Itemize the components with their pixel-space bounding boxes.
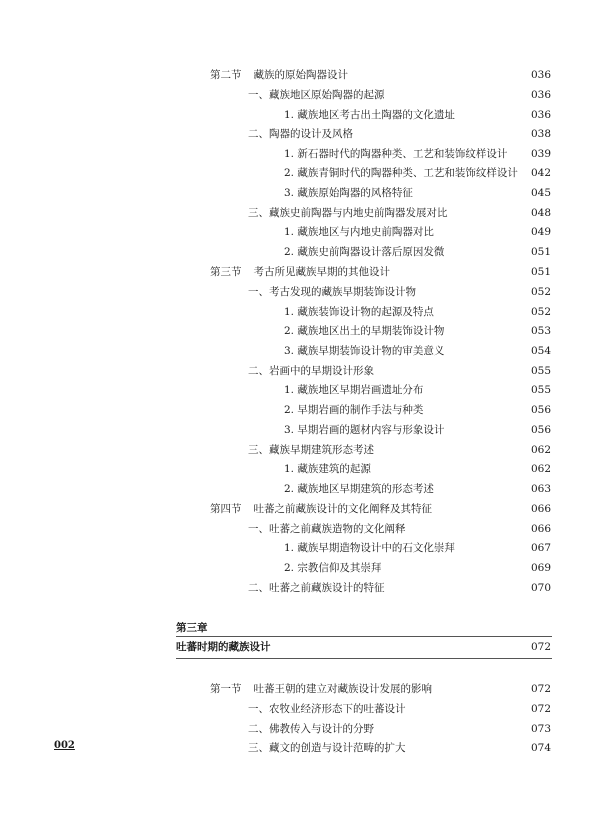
toc-entry	[284, 462, 371, 476]
toc-entry-title: 2. 藏族史前陶器设计落后原因发微	[284, 246, 445, 258]
toc-entry-title: 吐蕃之前藏族设计的文化阐释及其特征	[253, 503, 432, 515]
toc-entry	[248, 285, 416, 299]
toc-entry	[248, 443, 374, 457]
toc-page-number: 062	[530, 444, 551, 456]
toc-page-number: 051	[530, 266, 551, 278]
toc-section-label: 第二节	[210, 69, 242, 81]
toc-page-number: 045	[530, 187, 551, 199]
toc-entry-title: 2. 宗教信仰及其崇拜	[284, 562, 382, 574]
toc-entry	[248, 741, 406, 755]
toc-entry	[284, 344, 444, 358]
toc-page-number: 036	[530, 69, 551, 81]
toc-entry	[248, 581, 385, 595]
toc-entry-title: 2. 藏族青铜时代的陶器种类、工艺和装饰纹样设计	[284, 167, 518, 179]
toc-entry-title: 2. 早期岩画的制作手法与种类	[284, 404, 424, 416]
toc-page-number: 036	[530, 89, 551, 101]
toc-entry	[284, 561, 381, 575]
toc-entry-title: 二、陶器的设计及风格	[248, 128, 353, 140]
toc-entry-title: 2. 藏族地区出土的早期装饰设计物	[284, 325, 445, 337]
toc-page-number: 053	[530, 325, 551, 337]
chapter-rule-bottom	[176, 658, 552, 659]
toc-page-number: 051	[530, 246, 551, 258]
toc-page-number: 066	[530, 523, 551, 535]
toc-page-number: 070	[530, 582, 551, 594]
toc-entry-title: 吐蕃王朝的建立对藏族设计发展的影响	[253, 683, 432, 695]
toc-entry	[284, 403, 423, 417]
toc-entry	[284, 225, 434, 239]
chapter-rule-top	[176, 636, 552, 637]
toc-page-number: 049	[530, 226, 551, 238]
toc-entry	[284, 324, 444, 338]
toc-entry-title: 考古所见藏族早期的其他设计	[253, 266, 390, 278]
toc-entry	[284, 147, 507, 161]
toc-entry	[248, 127, 353, 141]
toc-page-number: 036	[530, 109, 551, 121]
toc-entry-title: 二、佛教传入与设计的分野	[248, 723, 374, 735]
toc-page-number: 072	[530, 683, 551, 695]
toc-entry	[210, 502, 432, 516]
toc-entry	[284, 108, 455, 122]
toc-page-number: 055	[530, 365, 551, 377]
toc-page-number: 056	[530, 404, 551, 416]
toc-section-label: 第四节	[210, 503, 242, 515]
toc-entry-title: 1. 藏族装饰设计物的起源及特点	[284, 306, 434, 318]
toc-entry	[284, 245, 444, 259]
toc-entry-title: 一、考古发现的藏族早期装饰设计物	[248, 286, 416, 298]
toc-page-number: 048	[530, 207, 551, 219]
toc-entry	[210, 682, 432, 696]
toc-entry	[248, 206, 448, 220]
toc-entry-title: 1. 藏族地区与内地史前陶器对比	[284, 226, 434, 238]
toc-page-number: 052	[530, 286, 551, 298]
chapter-title: 吐蕃时期的藏族设计	[176, 641, 271, 653]
toc-entry	[248, 88, 385, 102]
toc-page-number: 063	[530, 483, 551, 495]
toc-entry-title: 三、藏族史前陶器与内地史前陶器发展对比	[248, 207, 448, 219]
toc-page-number: 066	[530, 503, 551, 515]
toc-entry	[248, 722, 374, 736]
toc-entry-title: 1. 藏族地区早期岩画遗址分布	[284, 384, 424, 396]
toc-page-number: 069	[530, 562, 551, 574]
toc-entry-title: 1. 藏族地区考古出土陶器的文化遗址	[284, 109, 455, 121]
toc-page-number: 052	[530, 306, 551, 318]
chapter-label: 第三章	[176, 622, 208, 634]
toc-entry-title: 3. 早期岩画的题材内容与形象设计	[284, 424, 445, 436]
toc-entry-title: 3. 藏族原始陶器的风格特征	[284, 187, 413, 199]
toc-page-number: 062	[530, 463, 551, 475]
toc-page-number: 073	[530, 723, 551, 735]
toc-entry	[284, 305, 434, 319]
toc-entry-title: 1. 新石器时代的陶器种类、工艺和装饰纹样设计	[284, 148, 508, 160]
toc-entry	[248, 364, 374, 378]
toc-page-number: 042	[530, 167, 551, 179]
toc-entry	[210, 265, 390, 279]
toc-entry-title: 3. 藏族早期装饰设计物的审美意义	[284, 345, 445, 357]
toc-entry	[284, 186, 413, 200]
toc-entry-title: 2. 藏族地区早期建筑的形态考述	[284, 483, 434, 495]
toc-entry-title: 一、农牧业经济形态下的吐蕃设计	[248, 703, 406, 715]
page-folio: 002	[54, 740, 75, 751]
toc-section-label: 第三节	[210, 266, 242, 278]
toc-page-number: 056	[530, 424, 551, 436]
toc-entry-title: 二、吐蕃之前藏族设计的特征	[248, 582, 385, 594]
toc-entry-title: 1. 藏族建筑的起源	[284, 463, 371, 475]
toc-entry	[284, 541, 455, 555]
chapter-page-number: 072	[530, 641, 551, 653]
toc-page-number: 067	[530, 542, 551, 554]
toc-entry	[284, 383, 423, 397]
toc-entry-title: 三、藏文的创造与设计范畴的扩大	[248, 742, 406, 754]
toc-entry-title: 三、藏族早期建筑形态考述	[248, 444, 374, 456]
toc-entry	[284, 423, 444, 437]
toc-entry	[248, 702, 406, 716]
toc-entry-title: 一、藏族地区原始陶器的起源	[248, 89, 385, 101]
toc-entry	[248, 522, 406, 536]
toc-entry-title: 二、岩画中的早期设计形象	[248, 365, 374, 377]
toc-section-label: 第一节	[210, 683, 242, 695]
toc-entry-title: 藏族的原始陶器设计	[253, 69, 348, 81]
toc-page-number: 054	[530, 345, 551, 357]
toc-page-number: 039	[530, 148, 551, 160]
toc-entry	[284, 482, 434, 496]
toc-entry	[210, 68, 348, 82]
toc-page-number: 055	[530, 384, 551, 396]
toc-page-number: 072	[530, 703, 551, 715]
toc-entry	[284, 166, 518, 180]
toc-entry-title: 一、吐蕃之前藏族造物的文化阐释	[248, 523, 406, 535]
toc-page-number: 074	[530, 742, 551, 754]
toc-page-number: 038	[530, 128, 551, 140]
toc-entry-title: 1. 藏族早期造物设计中的石文化崇拜	[284, 542, 455, 554]
